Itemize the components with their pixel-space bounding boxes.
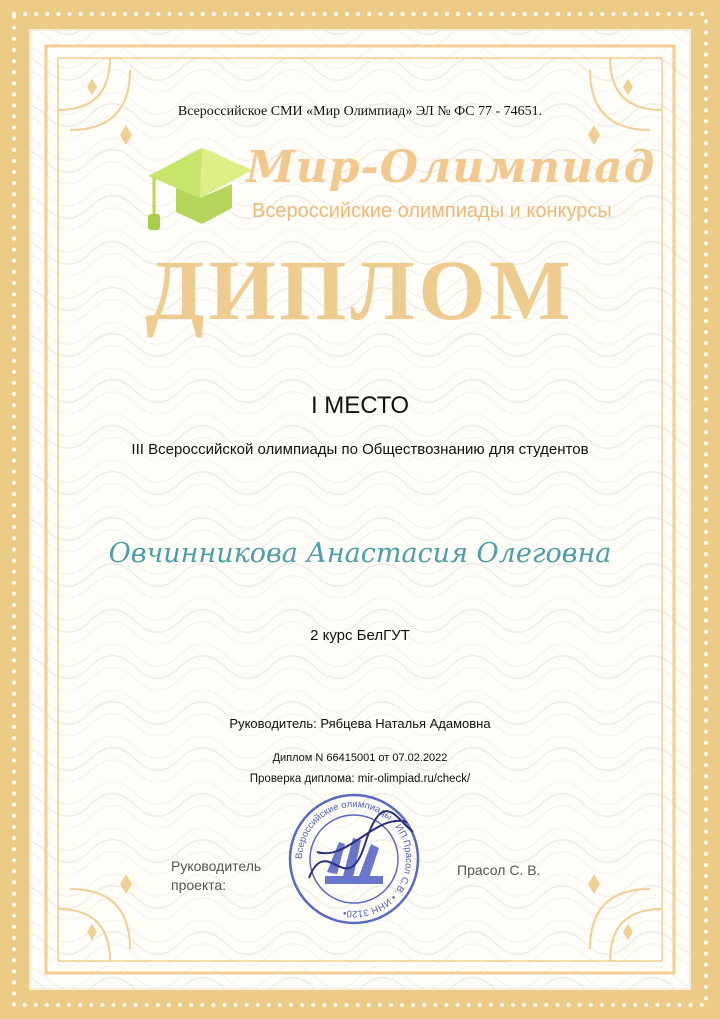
event-name: III Всероссийской олимпиады по Обществознанию для студентов	[131, 441, 589, 458]
diploma-check-link: Проверка диплома: mir-olimpiad.ru/check/	[249, 773, 471, 785]
signature-label-line1: Руководитель	[171, 858, 262, 874]
signatory-name: Прасол С. В.	[457, 862, 541, 878]
course-info: 2 курс БелГУТ	[310, 627, 410, 644]
brand-title: Мир-Олимпиад	[246, 142, 656, 193]
signature-label-line2: проекта:	[171, 877, 227, 893]
official-stamp-icon	[287, 792, 421, 926]
media-registration-line: Всероссийское СМИ «Мир Олимпиад» ЭЛ № ФС 77 - 74651.	[177, 104, 543, 119]
supervisor-line: Руководитель: Рябцева Наталья Адамовна	[229, 716, 491, 731]
winner-name: Овчинникова Анастасия Олеговна	[108, 538, 612, 569]
stamp-text: Всероссийские олимпиады • ИП Прасол С.В. • ИНН 3120•	[293, 798, 415, 920]
signature-label	[171, 857, 261, 895]
diploma-number: Диплом N 66415001 от 07.02.2022	[272, 752, 448, 764]
place-label: I МЕСТО	[310, 392, 410, 419]
diploma-title: ДИПЛОМ	[145, 242, 575, 338]
brand-subtitle: Всероссийские олимпиады и конкурсы	[252, 200, 612, 222]
graduation-cap-logo-icon	[140, 138, 260, 238]
